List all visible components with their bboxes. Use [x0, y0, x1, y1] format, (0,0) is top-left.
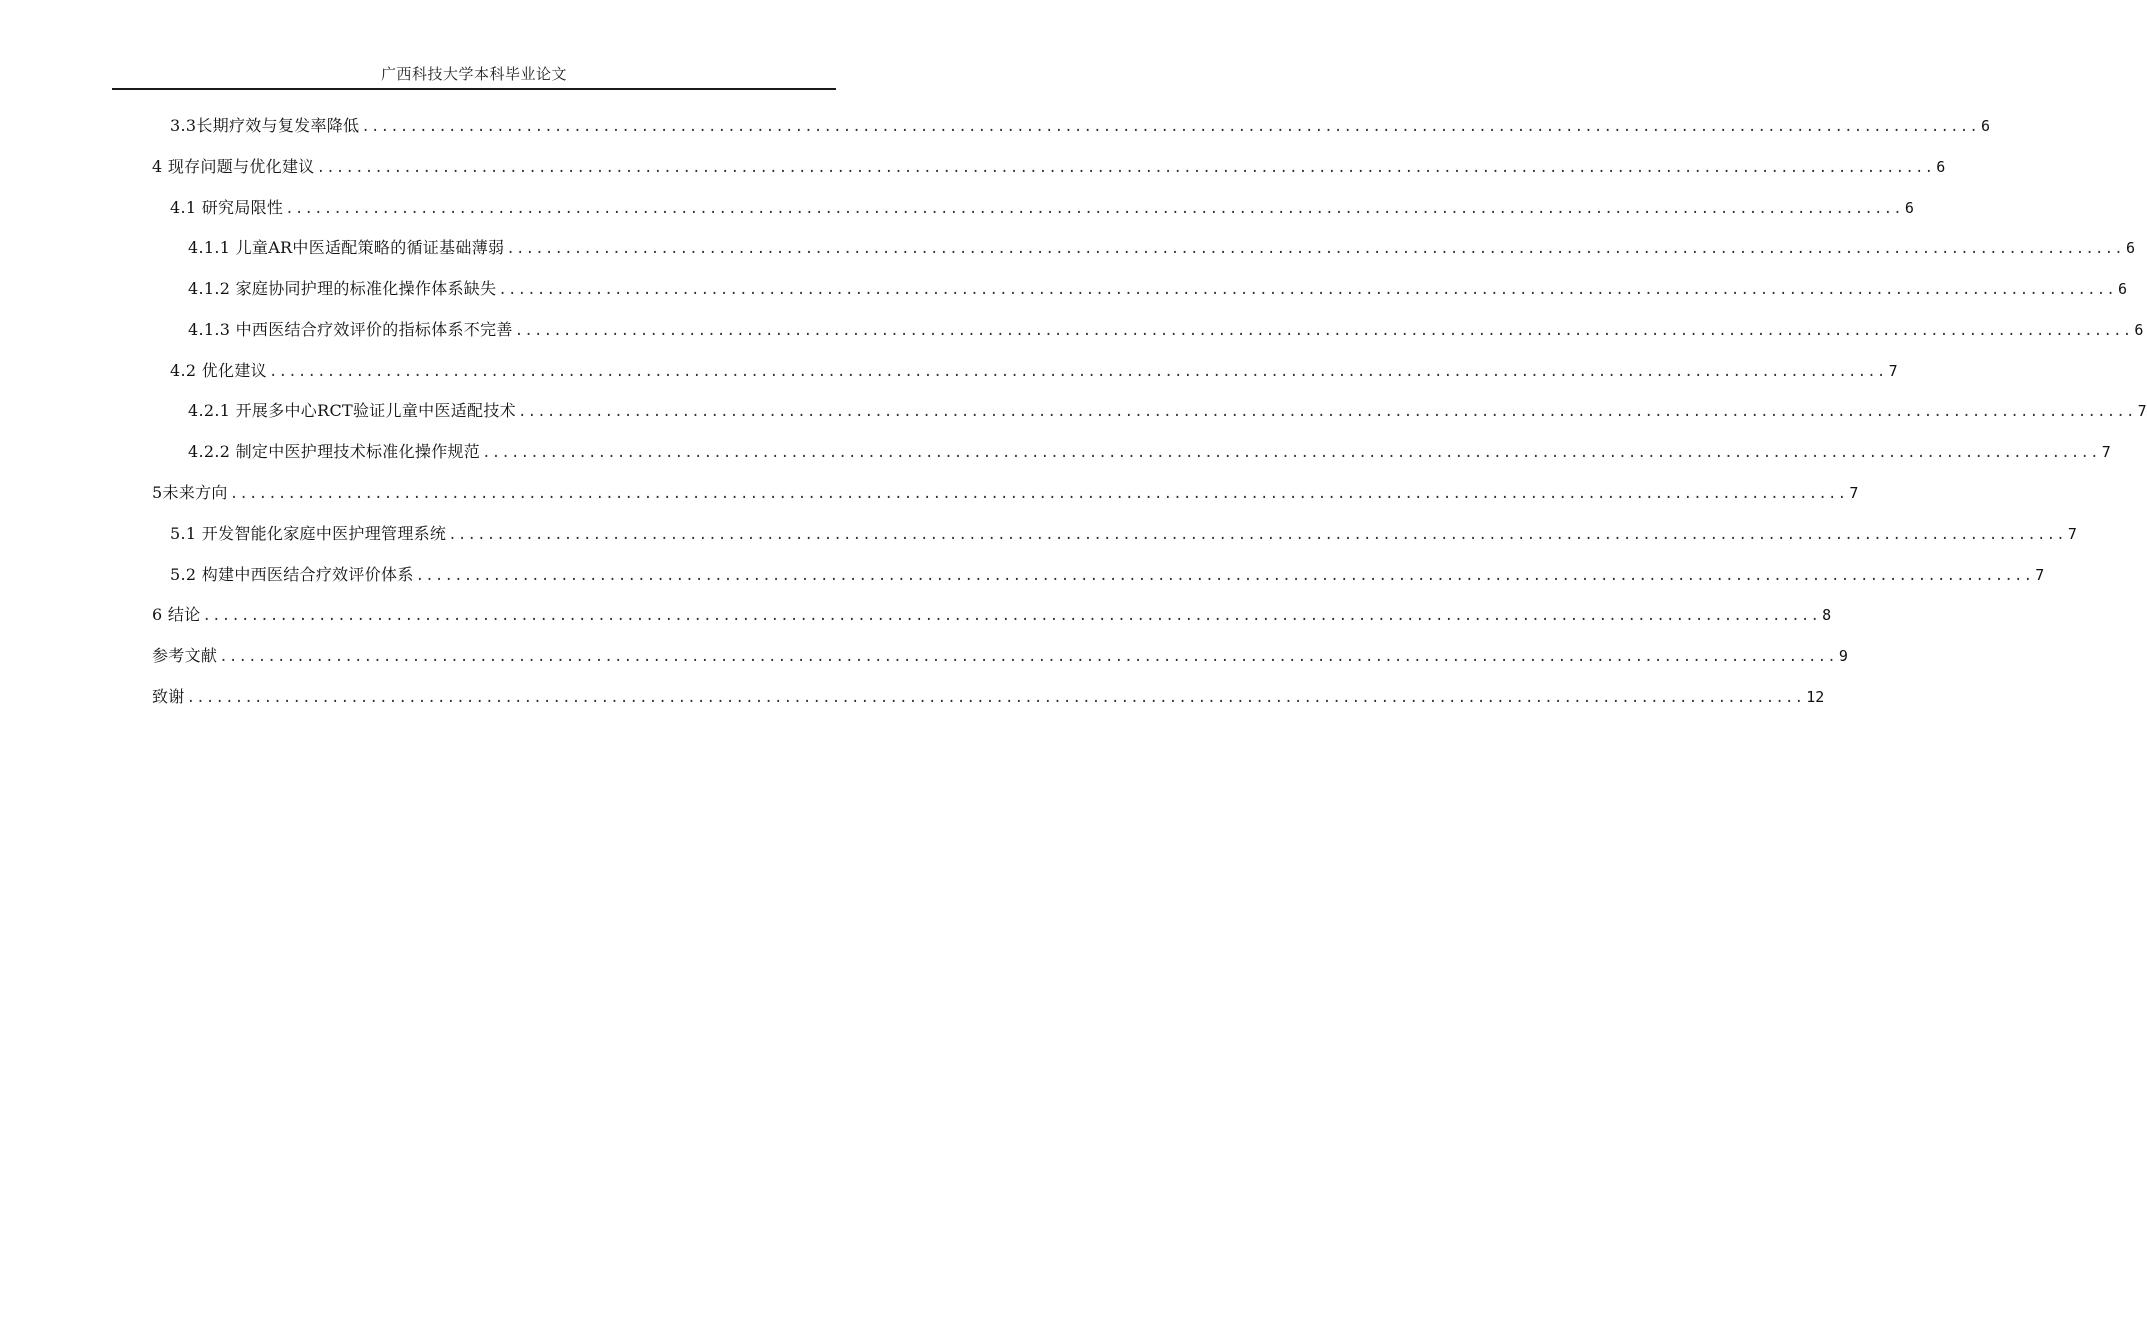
toc-dot-leader: ........................................................................................................................................................................: [316, 160, 1935, 176]
toc-dot-leader: ........................................................................................................................................................................: [285, 201, 1903, 217]
toc-entry-page: 9: [1838, 647, 1848, 665]
toc-entry-title: 4.2.1 开展多中心RCT验证儿童中医适配技术: [188, 401, 516, 420]
toc-entry-page: 8: [1822, 606, 1832, 624]
toc-entry-page: 6: [1936, 158, 1946, 176]
toc-dot-leader: ........................................................................................................................................................................: [415, 568, 2034, 584]
toc-entry-page: 7: [2067, 525, 2077, 543]
toc-entry-title: 5未来方向: [152, 483, 228, 502]
toc-entry-page: 7: [2035, 566, 2045, 584]
toc-entry-page: 6: [2118, 280, 2128, 298]
toc-entry-title: 5.2 构建中西医结合疗效评价体系: [170, 565, 414, 584]
toc-entry-page: 6: [1904, 199, 1914, 217]
toc-entry-title: 4.1.2 家庭协同护理的标准化操作体系缺失: [188, 279, 497, 298]
toc-entry[interactable]: [152, 685, 1825, 709]
toc-entry[interactable]: [170, 114, 1991, 138]
toc-entry-page: 12: [1806, 688, 1825, 706]
toc-entry-title: 4 现存问题与优化建议: [152, 157, 315, 176]
toc-entry[interactable]: [170, 563, 2045, 587]
toc-entry-title: 4.2.2 制定中医护理技术标准化操作规范: [188, 442, 481, 461]
toc-entry-page: 7: [1849, 484, 1859, 502]
toc-entry-page: 7: [2101, 443, 2111, 461]
toc-entry[interactable]: [152, 603, 1832, 627]
toc-entry-title: 4.1.1 儿童AR中医适配策略的循证基础薄弱: [188, 238, 505, 257]
toc-entry[interactable]: [170, 522, 2077, 546]
toc-dot-leader: ........................................................................................................................................................................: [361, 119, 1979, 135]
toc-entry[interactable]: [188, 236, 2135, 260]
toc-dot-leader: ........................................................................................................................................................................: [448, 527, 2066, 543]
page-header: [112, 60, 836, 90]
toc-dot-leader: ........................................................................................................................................................................: [498, 282, 2117, 298]
toc-entry[interactable]: [152, 644, 1848, 668]
toc-entry-page: 6: [2134, 321, 2144, 339]
page-header-title: 广西科技大学本科毕业论文: [380, 65, 567, 83]
toc-entry-page: 7: [2137, 402, 2147, 420]
toc-entry-page: 7: [1888, 362, 1898, 380]
toc-dot-leader: ........................................................................................................................................................................: [514, 323, 2133, 339]
toc-dot-leader: ........................................................................................................................................................................: [186, 690, 1805, 706]
toc-dot-leader: ........................................................................................................................................................................: [202, 608, 1821, 624]
toc-entry-title: 4.2 优化建议: [170, 361, 267, 380]
toc-dot-leader: ........................................................................................................................................................................: [268, 364, 1887, 380]
toc-dot-leader: ........................................................................................................................................................................: [229, 486, 1848, 502]
toc-entry[interactable]: [188, 277, 2128, 301]
toc-entry[interactable]: [170, 196, 1914, 220]
toc-dot-leader: ........................................................................................................................................................................: [482, 445, 2100, 461]
toc-dot-leader: ........................................................................................................................................................................: [219, 649, 1837, 665]
toc-entry-page: 6: [2125, 239, 2135, 257]
toc-entry-title: 参考文献: [152, 646, 218, 665]
toc-entry[interactable]: [170, 359, 1898, 383]
toc-entry-title: 3.3长期疗效与复发率降低: [170, 116, 360, 135]
toc-entry-title: 5.1 开发智能化家庭中医护理管理系统: [170, 524, 447, 543]
toc-entry-title: 4.1 研究局限性: [170, 198, 284, 217]
toc-entry[interactable]: [188, 318, 2144, 342]
toc-entry[interactable]: [188, 440, 2111, 464]
toc-entry-title: 6 结论: [152, 605, 201, 624]
toc-entry-title: 4.1.3 中西医结合疗效评价的指标体系不完善: [188, 320, 513, 339]
toc-dot-leader: ........................................................................................................................................................................: [517, 404, 2136, 420]
toc-entry-title: 致谢: [152, 687, 185, 706]
toc-entry[interactable]: [188, 399, 2147, 423]
toc-entry[interactable]: [152, 481, 1859, 505]
toc-dot-leader: ........................................................................................................................................................................: [506, 241, 2124, 257]
toc-entry[interactable]: [152, 155, 1946, 179]
toc-entry-page: 6: [1980, 117, 1991, 135]
